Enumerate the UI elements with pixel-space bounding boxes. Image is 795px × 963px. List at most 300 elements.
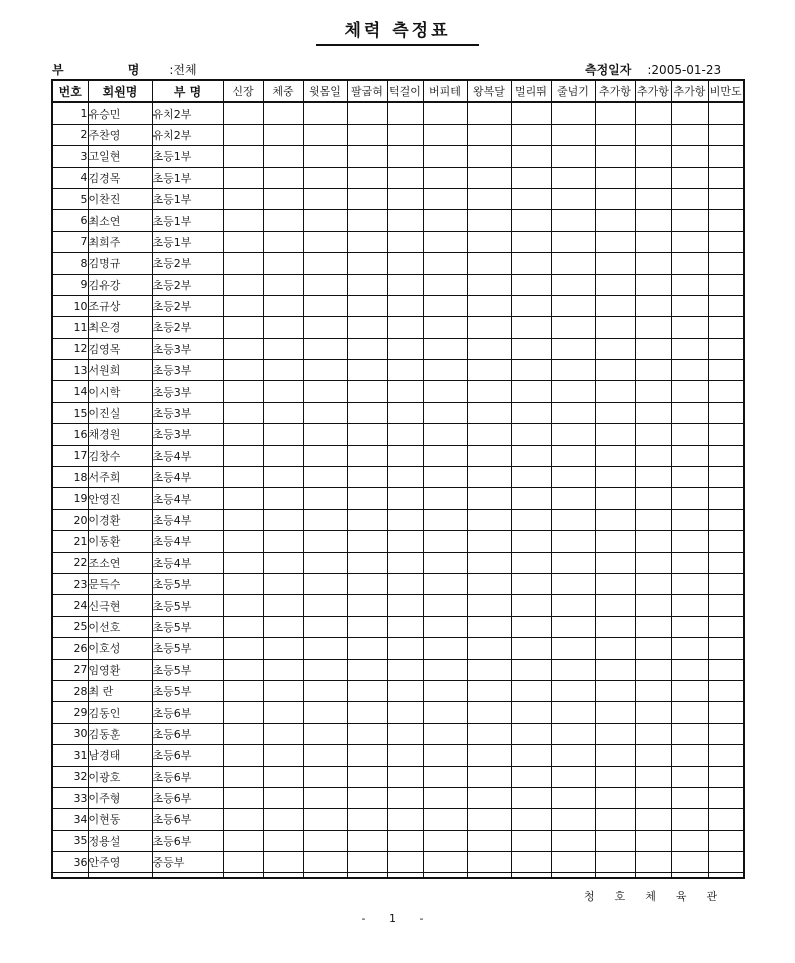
member-name: 이진실	[88, 402, 152, 423]
row-number: 35	[52, 830, 88, 851]
measurement-cell	[708, 360, 744, 381]
measurement-cell	[595, 595, 635, 616]
table-row	[52, 167, 744, 188]
row-number: 32	[52, 766, 88, 787]
member-name: 김경목	[88, 167, 152, 188]
measurement-cell	[303, 381, 347, 402]
measurement-cell	[347, 531, 387, 552]
member-dept: 중등부	[152, 852, 223, 873]
measurement-cell	[595, 445, 635, 466]
measurement-cell	[223, 766, 263, 787]
member-name: 이선호	[88, 616, 152, 637]
measurement-cell	[551, 616, 595, 637]
measurement-cell	[708, 146, 744, 167]
measurement-cell	[635, 573, 671, 594]
measurement-cell	[423, 766, 467, 787]
measurement-cell	[263, 445, 303, 466]
measurement-cell	[708, 402, 744, 423]
measurement-cell	[347, 360, 387, 381]
measurement-cell	[223, 702, 263, 723]
measurement-cell	[467, 552, 511, 573]
measurement-cell	[671, 338, 708, 359]
member-dept: 초등5부	[152, 680, 223, 701]
measurement-cell	[635, 253, 671, 274]
measurement-cell	[467, 573, 511, 594]
measurement-cell	[708, 381, 744, 402]
filler-cell	[595, 873, 635, 879]
measurement-cell	[671, 638, 708, 659]
measurement-cell	[347, 124, 387, 145]
member-dept: 유치2부	[152, 124, 223, 145]
measurement-cell	[387, 616, 423, 637]
filler-cell	[423, 873, 467, 879]
measurement-cell	[303, 317, 347, 338]
measurement-cell	[263, 509, 303, 530]
row-number: 25	[52, 616, 88, 637]
row-number: 21	[52, 531, 88, 552]
measurement-cell	[223, 595, 263, 616]
measurement-cell	[511, 231, 551, 252]
measurement-cell	[595, 231, 635, 252]
measurement-cell	[303, 638, 347, 659]
measurement-cell	[595, 830, 635, 851]
date-value: :2005-01-23	[647, 63, 722, 77]
measurement-cell	[708, 766, 744, 787]
measurement-cell	[303, 680, 347, 701]
measurement-cell	[387, 702, 423, 723]
measurement-cell	[595, 638, 635, 659]
row-number: 5	[52, 188, 88, 209]
measurement-cell	[263, 766, 303, 787]
column-header: 왕복달	[467, 80, 511, 102]
measurement-cell	[423, 852, 467, 873]
measurement-cell	[423, 467, 467, 488]
measurement-cell	[347, 616, 387, 637]
measurement-cell	[303, 467, 347, 488]
measurement-cell	[303, 745, 347, 766]
measurement-cell	[671, 360, 708, 381]
member-dept: 초등2부	[152, 274, 223, 295]
table-row	[52, 188, 744, 209]
table-row	[52, 723, 744, 744]
measurement-cell	[303, 852, 347, 873]
member-dept: 유치2부	[152, 102, 223, 124]
measurement-cell	[551, 402, 595, 423]
measurement-cell	[671, 317, 708, 338]
measurement-cell	[347, 766, 387, 787]
measurement-cell	[263, 402, 303, 423]
measurement-cell	[595, 381, 635, 402]
measurement-cell	[423, 531, 467, 552]
measurement-cell	[671, 723, 708, 744]
measurement-cell	[635, 445, 671, 466]
measurement-cell	[303, 830, 347, 851]
member-name: 조소연	[88, 552, 152, 573]
measurement-cell	[635, 146, 671, 167]
filler-cell	[671, 873, 708, 879]
table-row	[52, 680, 744, 701]
member-name: 이호성	[88, 638, 152, 659]
measurement-cell	[467, 167, 511, 188]
measurement-cell	[387, 295, 423, 316]
measurement-cell	[263, 274, 303, 295]
measurement-cell	[671, 253, 708, 274]
filler-cell	[303, 873, 347, 879]
measurement-cell	[423, 573, 467, 594]
measurement-cell	[708, 509, 744, 530]
measurement-cell	[595, 723, 635, 744]
measurement-cell	[708, 488, 744, 509]
measurement-cell	[595, 467, 635, 488]
row-number: 4	[52, 167, 88, 188]
column-header: 번호	[52, 80, 88, 102]
row-number: 19	[52, 488, 88, 509]
measurement-cell	[423, 146, 467, 167]
measurement-cell	[551, 381, 595, 402]
measurement-cell	[263, 188, 303, 209]
measurement-cell	[467, 317, 511, 338]
measurement-cell	[511, 402, 551, 423]
measurement-cell	[511, 766, 551, 787]
member-name: 이광호	[88, 766, 152, 787]
measurement-cell	[635, 488, 671, 509]
table-row	[52, 509, 744, 530]
measurement-cell	[595, 424, 635, 445]
measurement-cell	[423, 680, 467, 701]
measurement-cell	[347, 424, 387, 445]
measurement-cell	[511, 745, 551, 766]
measurement-cell	[467, 295, 511, 316]
member-name: 신극현	[88, 595, 152, 616]
measurement-cell	[347, 338, 387, 359]
measurement-cell	[467, 360, 511, 381]
measurement-cell	[467, 253, 511, 274]
measurement-cell	[511, 659, 551, 680]
measurement-cell	[347, 467, 387, 488]
measurement-cell	[595, 573, 635, 594]
column-header: 부 명	[152, 80, 223, 102]
measurement-cell	[223, 552, 263, 573]
measurement-cell	[671, 702, 708, 723]
measurement-cell	[595, 852, 635, 873]
member-name: 김동훈	[88, 723, 152, 744]
measurement-cell	[511, 595, 551, 616]
filler-cell	[467, 873, 511, 879]
measurement-cell	[387, 146, 423, 167]
measurement-cell	[347, 852, 387, 873]
member-dept: 초등3부	[152, 338, 223, 359]
measurement-cell	[467, 445, 511, 466]
measurement-cell	[511, 295, 551, 316]
measurement-cell	[671, 680, 708, 701]
member-dept: 초등5부	[152, 573, 223, 594]
measurement-cell	[551, 830, 595, 851]
measurement-cell	[635, 616, 671, 637]
measurement-cell	[671, 402, 708, 423]
filler-cell	[347, 873, 387, 879]
measurement-cell	[635, 295, 671, 316]
measurement-cell	[635, 552, 671, 573]
measurement-cell	[595, 659, 635, 680]
table-row	[52, 210, 744, 231]
measurement-cell	[387, 852, 423, 873]
measurement-cell	[303, 445, 347, 466]
measurement-cell	[467, 124, 511, 145]
table-row	[52, 573, 744, 594]
member-dept: 초등4부	[152, 467, 223, 488]
measurement-cell	[511, 102, 551, 124]
member-dept: 초등5부	[152, 595, 223, 616]
measurement-cell	[467, 424, 511, 445]
measurement-cell	[387, 381, 423, 402]
measurement-cell	[223, 638, 263, 659]
measurement-cell	[671, 830, 708, 851]
measurement-cell	[387, 595, 423, 616]
measurement-cell	[263, 638, 303, 659]
measurement-cell	[263, 616, 303, 637]
row-number: 26	[52, 638, 88, 659]
member-name: 김동인	[88, 702, 152, 723]
measurement-cell	[595, 680, 635, 701]
measurement-cell	[303, 702, 347, 723]
measurement-cell	[223, 253, 263, 274]
measurement-cell	[423, 253, 467, 274]
measurement-cell	[708, 852, 744, 873]
measurement-cell	[671, 659, 708, 680]
measurement-cell	[347, 809, 387, 830]
measurement-cell	[708, 702, 744, 723]
measurement-cell	[671, 274, 708, 295]
measurement-cell	[708, 680, 744, 701]
measurement-cell	[551, 809, 595, 830]
table-row	[52, 830, 744, 851]
table-row	[52, 745, 744, 766]
measurement-cell	[708, 231, 744, 252]
header-row	[52, 80, 744, 102]
measurement-cell	[511, 852, 551, 873]
measurement-cell	[467, 146, 511, 167]
measurement-cell	[223, 809, 263, 830]
document-title: 체력 측정표	[316, 16, 478, 46]
measurement-cell	[303, 124, 347, 145]
measurement-cell	[551, 638, 595, 659]
member-name: 김명규	[88, 253, 152, 274]
measurement-cell	[551, 680, 595, 701]
member-name: 정용설	[88, 830, 152, 851]
measurement-cell	[347, 402, 387, 423]
table-row	[52, 295, 744, 316]
member-name: 최 란	[88, 680, 152, 701]
measurement-cell	[635, 830, 671, 851]
member-dept: 초등5부	[152, 638, 223, 659]
measurement-cell	[635, 702, 671, 723]
member-name: 조규상	[88, 295, 152, 316]
table-row	[52, 253, 744, 274]
measurement-cell	[671, 167, 708, 188]
measurement-cell	[708, 638, 744, 659]
measurement-cell	[423, 102, 467, 124]
measurement-cell	[551, 573, 595, 594]
row-number: 33	[52, 787, 88, 808]
measurement-cell	[223, 146, 263, 167]
measurement-cell	[423, 616, 467, 637]
column-header: 체중	[263, 80, 303, 102]
measurement-cell	[423, 124, 467, 145]
measurement-cell	[303, 102, 347, 124]
measurement-cell	[708, 210, 744, 231]
dept-filter: 부 명:전체	[52, 63, 197, 77]
measurement-cell	[511, 509, 551, 530]
measurement-cell	[223, 745, 263, 766]
table-row	[52, 102, 744, 124]
measurement-cell	[347, 445, 387, 466]
measurement-cell	[551, 531, 595, 552]
measurement-cell	[423, 830, 467, 851]
measurement-cell	[671, 102, 708, 124]
measurement-cell	[223, 295, 263, 316]
measurement-cell	[263, 124, 303, 145]
table-row	[52, 638, 744, 659]
measurement-cell	[263, 488, 303, 509]
measurement-cell	[511, 467, 551, 488]
measurement-cell	[387, 809, 423, 830]
measurement-cell	[223, 659, 263, 680]
measurement-cell	[223, 167, 263, 188]
measurement-cell	[595, 338, 635, 359]
member-dept: 초등1부	[152, 167, 223, 188]
measurement-cell	[671, 188, 708, 209]
measurement-cell	[467, 102, 511, 124]
measurement-cell	[303, 210, 347, 231]
measurement-cell	[671, 146, 708, 167]
measurement-cell	[303, 360, 347, 381]
measurement-cell	[347, 745, 387, 766]
measurement-cell	[387, 531, 423, 552]
measurement-cell	[635, 338, 671, 359]
row-number: 8	[52, 253, 88, 274]
measurement-cell	[595, 702, 635, 723]
measurement-cell	[387, 766, 423, 787]
member-dept: 초등1부	[152, 188, 223, 209]
measurement-cell	[387, 552, 423, 573]
measurement-cell	[347, 723, 387, 744]
measurement-cell	[708, 745, 744, 766]
member-dept: 초등2부	[152, 317, 223, 338]
measurement-cell	[467, 188, 511, 209]
measurement-cell	[387, 467, 423, 488]
measurement-cell	[263, 210, 303, 231]
dept-label: 부 명	[52, 63, 170, 77]
measurement-cell	[671, 210, 708, 231]
measurement-cell	[511, 274, 551, 295]
measurement-cell	[671, 595, 708, 616]
measurement-cell	[511, 167, 551, 188]
measurement-cell	[387, 188, 423, 209]
measurement-cell	[551, 338, 595, 359]
measurement-cell	[347, 830, 387, 851]
filler-cell	[223, 873, 263, 879]
row-number: 10	[52, 295, 88, 316]
measurement-cell	[347, 638, 387, 659]
row-number: 7	[52, 231, 88, 252]
measurement-cell	[671, 809, 708, 830]
measurement-cell	[423, 381, 467, 402]
member-name: 서주희	[88, 467, 152, 488]
measurement-cell	[551, 702, 595, 723]
member-dept: 초등1부	[152, 210, 223, 231]
measurement-cell	[263, 381, 303, 402]
table-row	[52, 809, 744, 830]
measurement-cell	[671, 381, 708, 402]
measurement-cell	[303, 531, 347, 552]
measurement-cell	[595, 787, 635, 808]
measurement-cell	[263, 787, 303, 808]
measurement-cell	[263, 573, 303, 594]
table-row	[52, 702, 744, 723]
measurement-cell	[467, 231, 511, 252]
measurement-cell	[387, 424, 423, 445]
measurement-cell	[423, 317, 467, 338]
row-number: 27	[52, 659, 88, 680]
measurement-cell	[708, 595, 744, 616]
measurement-cell	[347, 210, 387, 231]
measurement-cell	[511, 809, 551, 830]
member-dept: 초등2부	[152, 253, 223, 274]
measurement-cell	[347, 659, 387, 680]
column-header: 팔굽혀	[347, 80, 387, 102]
measurement-cell	[635, 723, 671, 744]
measurement-cell	[467, 702, 511, 723]
measurement-cell	[347, 253, 387, 274]
measurement-cell	[223, 317, 263, 338]
measurement-cell	[595, 124, 635, 145]
member-dept: 초등6부	[152, 723, 223, 744]
measurement-cell	[423, 488, 467, 509]
filler-cell	[88, 873, 152, 879]
measurement-cell	[671, 552, 708, 573]
measurement-cell	[303, 231, 347, 252]
measurement-cell	[551, 552, 595, 573]
measurement-cell	[551, 360, 595, 381]
measurement-cell	[347, 167, 387, 188]
measurement-cell	[263, 852, 303, 873]
measurement-cell	[671, 531, 708, 552]
table-row	[52, 595, 744, 616]
measurement-cell	[223, 723, 263, 744]
row-number: 22	[52, 552, 88, 573]
measurement-cell	[511, 253, 551, 274]
measurement-cell	[223, 424, 263, 445]
measurement-cell	[347, 295, 387, 316]
measurement-cell	[635, 188, 671, 209]
measurement-cell	[423, 723, 467, 744]
measurement-cell	[223, 445, 263, 466]
measurement-cell	[635, 231, 671, 252]
measurement-cell	[423, 638, 467, 659]
measurement-cell	[423, 787, 467, 808]
measurement-cell	[551, 659, 595, 680]
measurement-cell	[423, 402, 467, 423]
measurement-cell	[303, 766, 347, 787]
table-row	[52, 317, 744, 338]
measurement-cell	[423, 338, 467, 359]
measurement-cell	[467, 467, 511, 488]
measurement-cell	[387, 402, 423, 423]
table-row	[52, 552, 744, 573]
member-name: 주찬영	[88, 124, 152, 145]
member-name: 안주영	[88, 852, 152, 873]
measurement-cell	[551, 210, 595, 231]
